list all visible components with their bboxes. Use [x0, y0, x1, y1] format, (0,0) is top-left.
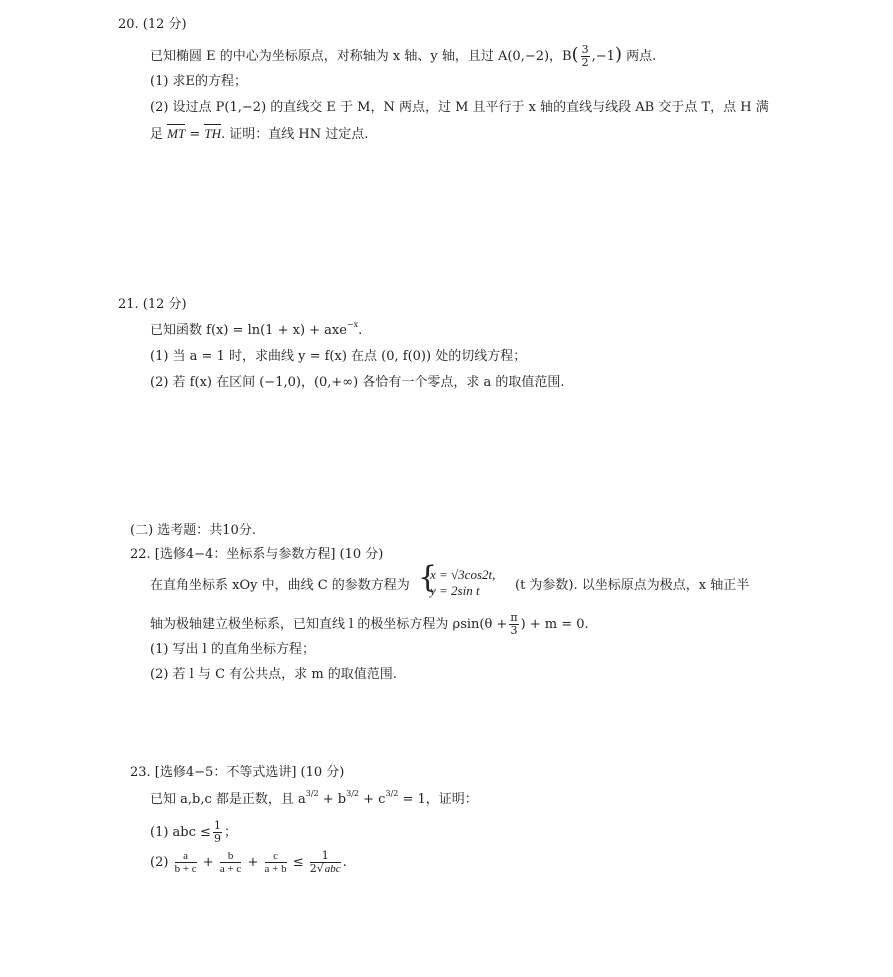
q20-part1: (1) 求E的方程；: [150, 74, 248, 89]
q22-part2: (2) 若 l 与 C 有公共点，求 m 的取值范围.: [150, 667, 397, 682]
q21-stem: 已知函数 f(x) = ln(1 + x) + axe$^{-x}$.: [150, 320, 363, 338]
q20-header: 20. (12 分): [118, 17, 187, 32]
vector-mt: MT: [167, 126, 186, 141]
q22-stem-cont: (t 为参数). 以坐标原点为极点，x 轴正半: [515, 578, 750, 593]
brace-icon: {: [418, 560, 438, 595]
q22-header: 22. [选修4−4：坐标系与参数方程] (10 分): [130, 547, 384, 562]
q22-line2: 轴为极轴建立极坐标系，已知直线 l 的极坐标方程为 ρsin(θ + $\frac{\pi}{3}$ ) + m = 0.: [150, 611, 589, 637]
q23-part1: (1) abc ≤ $\frac{1}{9}$ ；: [150, 819, 237, 845]
q21-part2: (2) 若 f(x) 在区间 (−1,0)，(0,+∞) 各恰有一个零点，求 a 的取值范围.: [150, 375, 565, 390]
q20-part2: (2) 设过点 P(1,−2) 的直线交 E 于 M，N 两点，过 M 且平行于 x 轴的直线与线段 AB 交于点 T，点 H 满: [150, 100, 769, 115]
q23-stem: 已知 a,b,c 都是正数，且 $a^{3/2} + b^{3/2} + c^{3/2} = 1$，证明：: [150, 789, 478, 807]
section-optional-header: (二) 选考题：共10分.: [130, 523, 256, 538]
q20-part2-cont: 足 MT = TH. 证明：直线 HN 过定点.: [150, 126, 369, 142]
q23-part2: (2) $\frac{a}{b + c}$ + $\frac{b}{a + c}$ + $\frac{c}{a + b}$ ≤ $\frac{1}{\text{2√abc}}$ .: [150, 849, 347, 875]
q23-header: 23. [选修4−5：不等式选讲] (10 分): [130, 765, 345, 780]
q22-part1: (1) 写出 l 的直角坐标方程；: [150, 642, 315, 657]
q22-stem: 在直角坐标系 xOy 中，曲线 C 的参数方程为: [150, 578, 410, 593]
q20-stem: 已知椭圆 E 的中心为坐标原点，对称轴为 x 轴、y 轴，且过 A(0,−2)，B( $\frac{3}{2}$ ,−1) 两点.: [150, 43, 657, 69]
vector-th: TH: [204, 126, 222, 141]
q21-part1: (1) 当 a = 1 时，求曲线 y = f(x) 在点 (0, f(0)) 处的切线方程；: [150, 349, 527, 364]
q22-parametric-system: { x = √3cos2t, y = 2sin t: [418, 560, 496, 598]
q21-header: 21. (12 分): [118, 297, 187, 312]
